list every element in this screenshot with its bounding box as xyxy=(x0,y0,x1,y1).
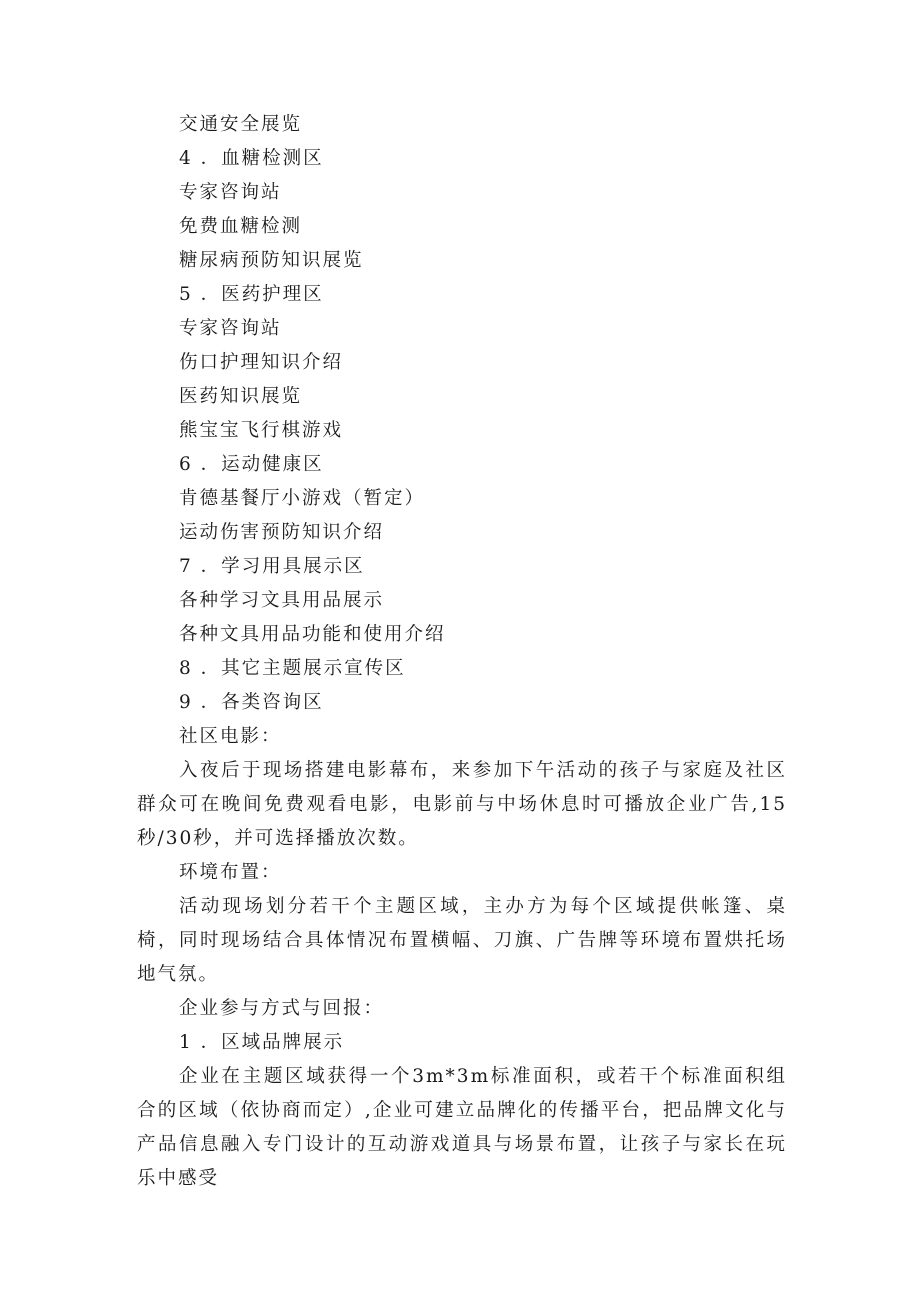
paragraph-movie: 入夜后于现场搭建电影幕布，来参加下午活动的孩子与家庭及社区群众可在晚间免费观看电影，电影前与中场休息时可播放企业广告,15秒/30秒，并可选择播放次数。 xyxy=(137,760,787,849)
section-heading: 企业参与方式与回报： xyxy=(179,998,385,1019)
text-line: 各种学习文具用品展示 xyxy=(179,590,385,611)
section-heading: 1 ．区域品牌展示 xyxy=(179,1032,345,1053)
text-line: 熊宝宝飞行棋游戏 xyxy=(179,420,344,441)
section-heading: 9 ．各类咨询区 xyxy=(179,692,324,713)
text-line: 肯德基餐厅小游戏（暂定） xyxy=(179,488,426,509)
text-line: 专家咨询站 xyxy=(179,318,282,339)
text-line: 运动伤害预防知识介绍 xyxy=(179,522,385,543)
section-heading: 社区电影： xyxy=(179,726,282,747)
section-heading: 6 ．运动健康区 xyxy=(179,454,324,475)
section-heading: 5 ．医药护理区 xyxy=(179,284,324,305)
text-line: 糖尿病预防知识展览 xyxy=(179,250,364,271)
text-line: 伤口护理知识介绍 xyxy=(179,352,344,373)
text-line: 交通安全展览 xyxy=(179,114,303,135)
text-line: 专家咨询站 xyxy=(179,182,282,203)
section-heading: 7 ．学习用具展示区 xyxy=(179,556,365,577)
paragraph-environment: 活动现场划分若干个主题区域，主办方为每个区域提供帐篷、桌椅，同时现场结合具体情况布置横幅、刀旗、广告牌等环境布置烘托场地气氛。 xyxy=(137,896,787,985)
document-body xyxy=(137,108,787,1196)
text-line: 免费血糖检测 xyxy=(179,216,303,237)
section-heading: 8 ．其它主题展示宣传区 xyxy=(179,658,406,679)
section-heading: 环境布置： xyxy=(179,862,282,883)
text-line: 医药知识展览 xyxy=(179,386,303,407)
text-line: 各种文具用品功能和使用介绍 xyxy=(179,624,446,645)
paragraph-brand: 企业在主题区域获得一个3m*3m标准面积，或若干个标准面积组合的区域（依协商而定）,企业可建立品牌化的传播平台，把品牌文化与产品信息融入专门设计的互动游戏道具与场景布置，让孩子与家长在玩乐中感受 xyxy=(137,1066,787,1189)
section-heading: 4 ．血糖检测区 xyxy=(179,148,324,169)
